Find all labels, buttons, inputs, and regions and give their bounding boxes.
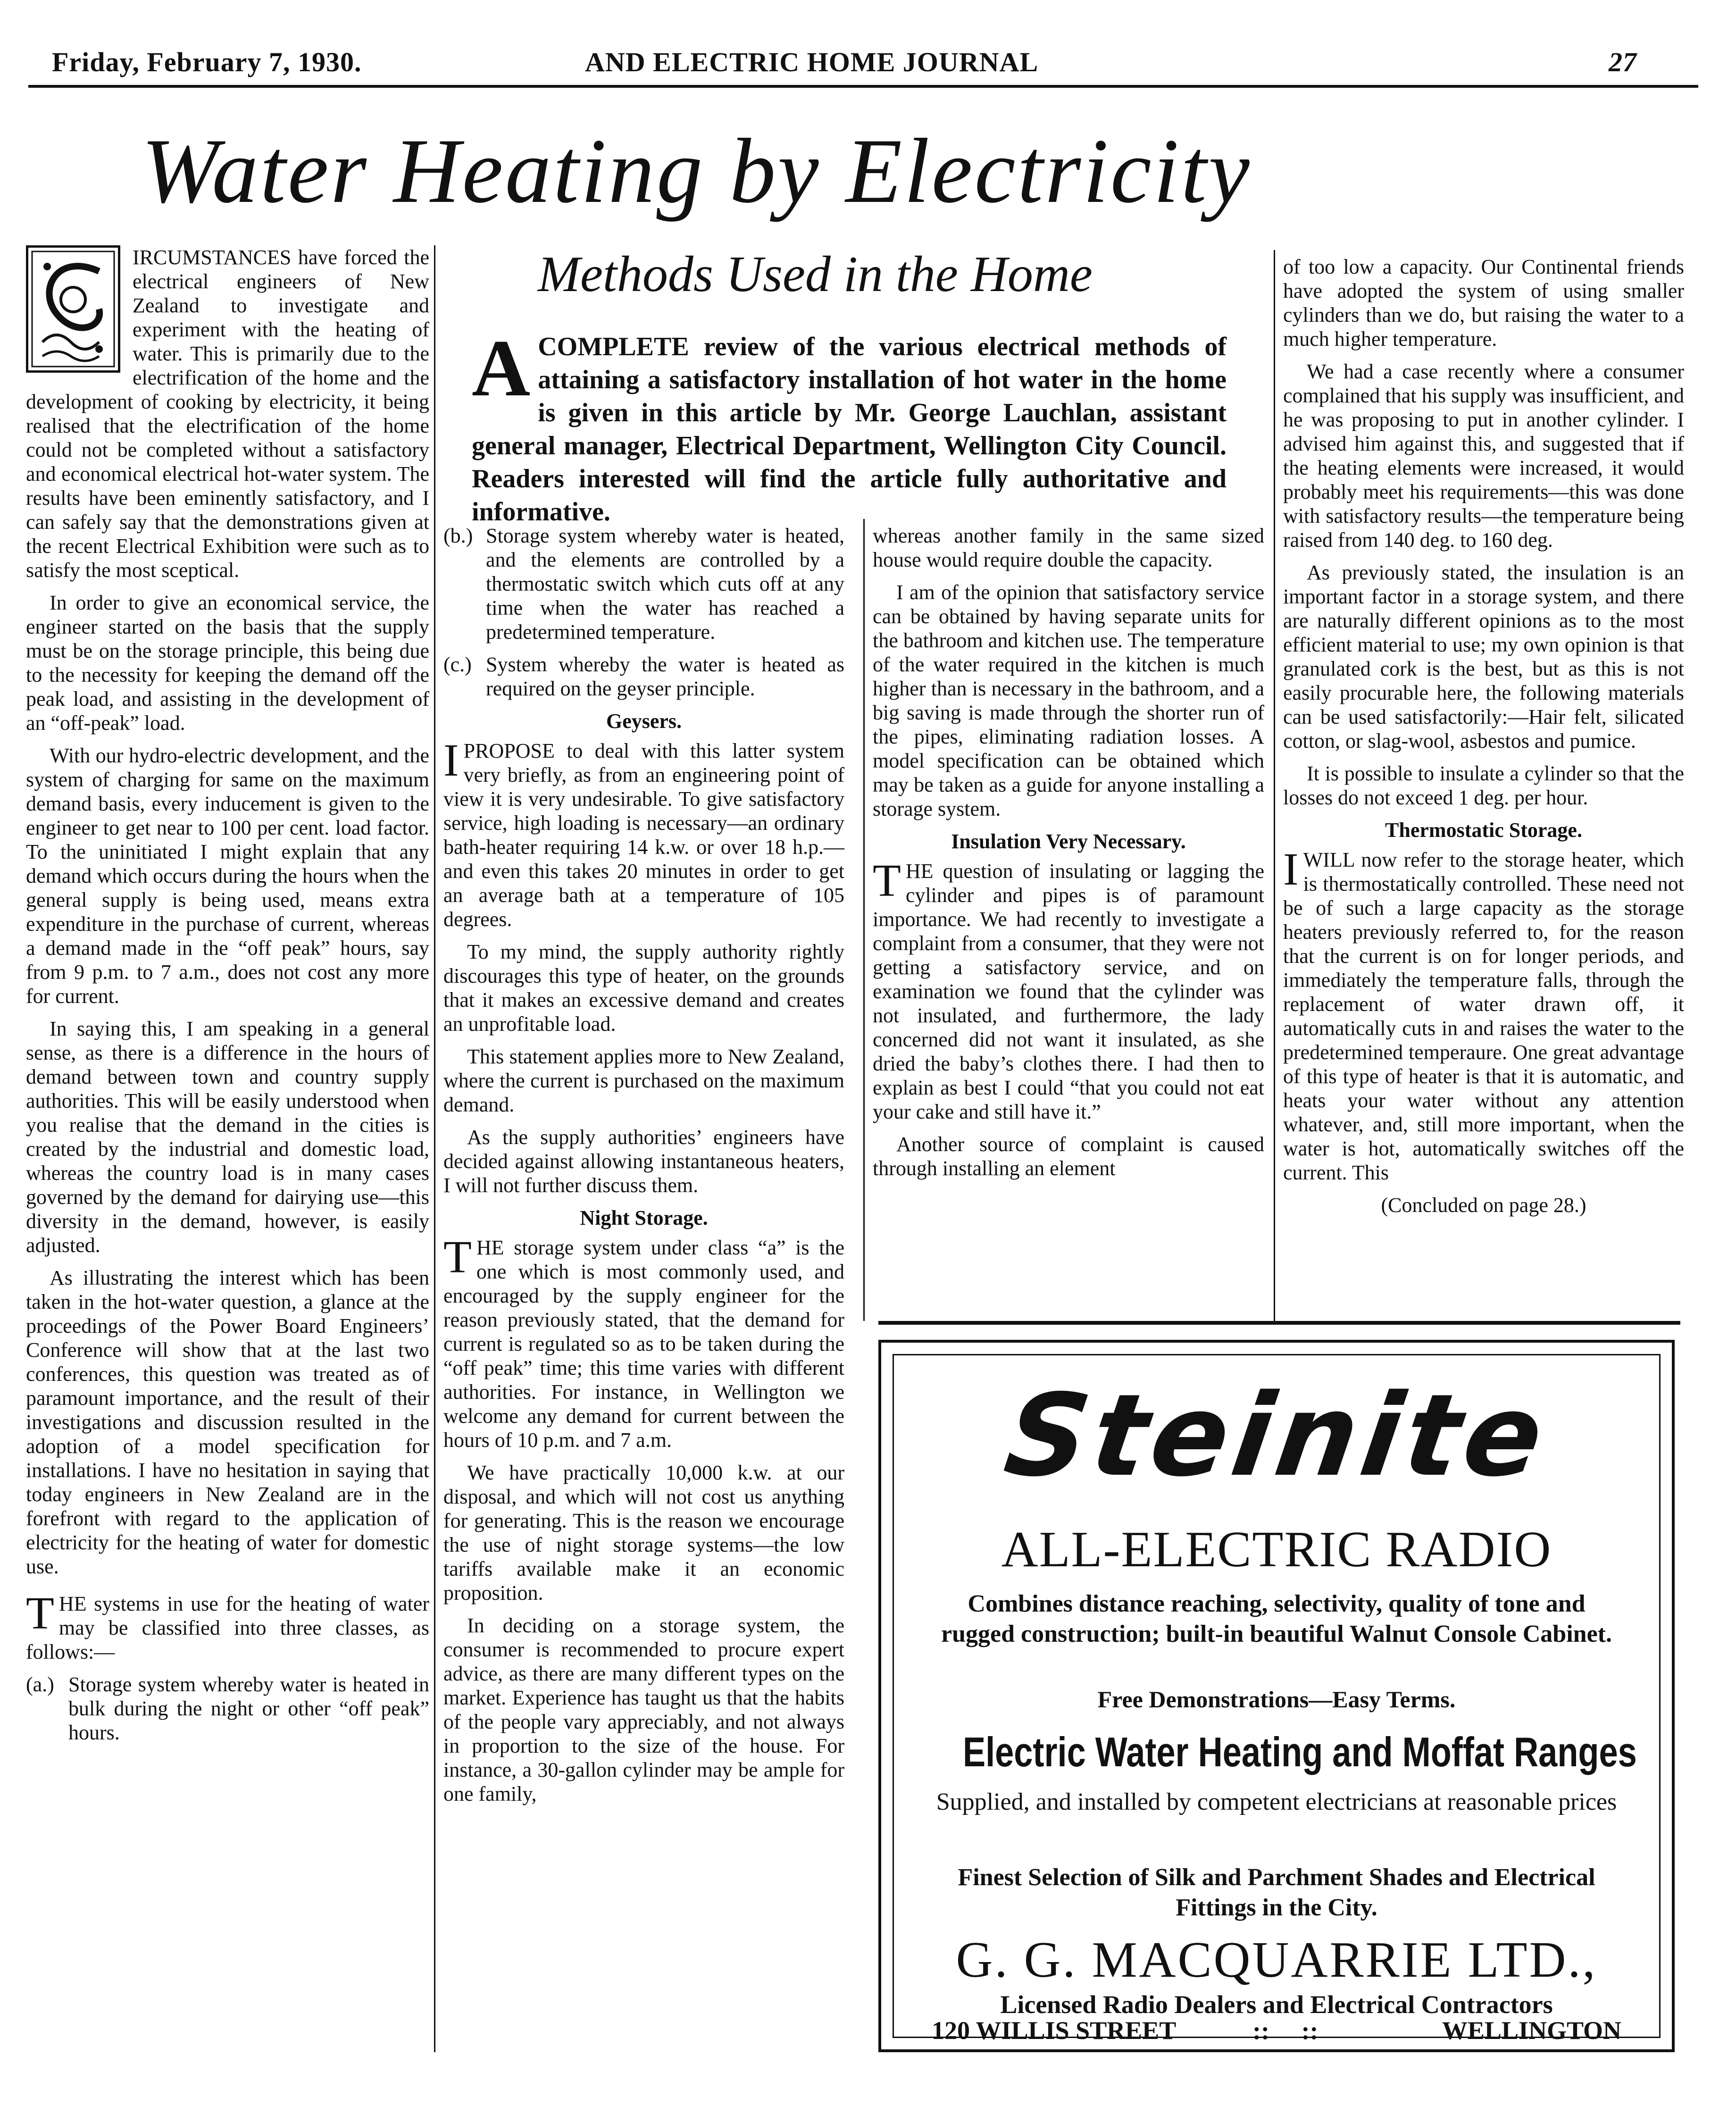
list-label: (b.) (443, 524, 473, 547)
ad-headline-water-heating: Electric Water Heating and Moffat Ranges (962, 1729, 1637, 1775)
list-item (26, 1672, 429, 1745)
paragraph: As the supply authorities’ engineers have decided against allowing instantaneous heaters, I will not further discuss them. (443, 1126, 844, 1197)
paragraph: As previously stated, the insulation is an important factor in a storage system, and there are naturally different opinions as to the most efficient material to use; my own opinion is that granulated cork is the best, but as this is not easily procurable here, the following materials can be used satisfactorily:—Hair felt, silicated cotton, or slag-wool, asbestos and pumice. (1283, 561, 1684, 752)
paragraph-text: HE question of insulating or lagging the cylinder and pipes is of paramount importance. We had recently to investigate a complaint from a consumer, that they were not getting a satisfactory service, and on examination we found that the cylinder was not insulated, and furthermore, the lady concerned did not want it insulated, as she dried the baby’s clothes there. I had then to explain as best I could “that you could not eat your cake and still have it.” (873, 860, 1264, 1123)
paragraph: We have practically 10,000 k.w. at our disposal, and which will not cost us anything for generating. This is the reason we encourage the use of night storage systems—the low tariffs available make it an economic proposition. (443, 1461, 844, 1604)
paragraph-text: WILL now refer to the storage heater, which is thermostatically controlled. These need not be of such a large capacity as the storage heaters previously referred to, for the reason that the current is on for longer periods, and immediately the temperature falls, through the replacement of water drawn off, it automatically cuts in and raises the water to the predetermined temperaure. One great advantage of this type of heater is that it is automatic, and heats your water without any attention whatever, and, still more important, when the water is hot, automatically switches off the current. This (1283, 848, 1684, 1184)
article-column-1 (26, 245, 429, 1753)
paragraph (443, 1232, 844, 1452)
list-text: Storage system whereby water is heated, and the elements are controlled by a thermostatic switch which cuts off at any time when the water has reached a predetermined temperature. (486, 524, 844, 643)
section-heading: Insulation Very Necessary. (951, 830, 1186, 853)
list-label: (a.) (26, 1673, 54, 1696)
ad-inner-border (893, 1354, 1661, 2045)
paragraph: This statement applies more to New Zealand, where the current is purchased on the maximum demand. (443, 1045, 844, 1116)
paragraph: To my mind, the supply authority rightly discourages this type of heater, on the grounds that it makes an excessive demand and creates an unprofitable load. (443, 940, 844, 1036)
dropcap: T (443, 1232, 472, 1283)
paragraph-text: HE storage system under class “a” is the one which is most commonly used, and encouraged by the supply engineer for the reason previously stated, that the demand for current is regulated so as to be taken during the “off peak” time; this time varies with different authorities. For instance, in Wellington we welcome any demand for current between the hours of 10 p.m. and 7 a.m. (443, 1236, 844, 1452)
column-rule (434, 245, 435, 2052)
paragraph: As illustrating the interest which has been taken in the hot-water question, a glance at the proceedings of the Power Board Engineers’ Conference will show that at the last two conferences, this question was treated as of paramount importance, and the result of their investigations and discussion resulted in the adoption of a model specification for installations. I have no hesitation in saying that today engineers in New Zealand are in the forefront with regard to the application of electricity for the heating of water for domestic use. (26, 1266, 429, 1578)
paragraph-text: HE systems in use for the heating of water may be classified into three classes, as follows:— (26, 1592, 429, 1663)
ornamental-initial-icon (26, 245, 120, 373)
list-item (443, 524, 844, 644)
paragraph-text: IRCUMSTANCES have forced the electrical engineers of New Zealand to investigate and experiment with the heating of water. This is primarily due to the electrification of the home and the development of cooking by electricity, it being realised that the electrification of the home could not be completed without a satisfactory and economical electrical hot-water system. The results have been eminently satisfactory, and I can safely say that the demonstrations given at the recent Electrical Exhibition were such as to satisfy the most sceptical. (26, 246, 429, 582)
advertisement (878, 1340, 1675, 2052)
ad-tagline: Licensed Radio Dealers and Electrical Contractors (1000, 1990, 1553, 2019)
ad-separator: :: :: (1252, 2016, 1319, 2045)
section-heading: Thermostatic Storage. (1385, 819, 1582, 842)
article-intro (472, 324, 1227, 528)
column-rule (863, 519, 865, 1321)
header-date: Friday, February 7, 1930. (52, 47, 362, 77)
dropcap: I (443, 735, 459, 786)
paragraph (26, 1588, 429, 1664)
column-rule (1274, 250, 1275, 1321)
header-journal-name: AND ELECTRIC HOME JOURNAL (585, 47, 1039, 77)
dropcap: T (873, 855, 901, 906)
article-column-4 (1283, 255, 1684, 1226)
article-title: Water Heating by Electricity (142, 120, 1252, 222)
list-label: (c.) (443, 653, 472, 676)
paragraph: In order to give an economical service, the engineer started on the basis that the supply must be on the storage principle, this being due to the necessity for keeping the demand off the peak load, and assisting in the development of an “off-peak” load. (26, 591, 429, 735)
paragraph: of too low a capacity. Our Continental friends have adopted the system of using smaller cylinders than we do, but raising the water to a much higher temperature. (1283, 255, 1684, 351)
ad-address: 120 WILLIS STREET (932, 2016, 1177, 2045)
article-column-2 (443, 524, 844, 1814)
ad-features: Combines distance reaching, selectivity, quality of tone and rugged construction; built-in beautiful Walnut Console Cabinet. (941, 1590, 1612, 1647)
paragraph (443, 735, 844, 931)
article-column-3 (873, 524, 1264, 1189)
paragraph: I am of the opinion that satisfactory service can be obtained by having separate units for the bathroom and kitchen use. The temperature of the water required in the kitchen is much higher than is necessary in the bathroom, and a big saving is made through the shorter run of the pipes, eliminating radiation losses. A model specification can be obtained which may be taken as a guide for anyone installing a storage system. (873, 581, 1264, 820)
ad-brand-logo: Steinite (997, 1370, 1556, 1502)
dropcap: T (26, 1588, 54, 1639)
ad-offer: Free Demonstrations—Easy Terms. (1097, 1686, 1456, 1713)
ad-shades: Finest Selection of Silk and Parchment Shades and Electrical Fittings in the City. (958, 1864, 1595, 1921)
paragraph: It is possible to insulate a cylinder so that the losses do not exceed 1 deg. per hour. (1283, 762, 1684, 809)
ad-company: G. G. MACQUARRIE LTD., (956, 1932, 1597, 1988)
section-heading: Geysers. (606, 710, 682, 733)
list-text: System whereby the water is heated as required on the geyser principle. (486, 653, 844, 700)
ad-supplied: Supplied, and installed by competent electricians at reasonable prices (936, 1788, 1617, 1815)
paragraph (873, 855, 1264, 1124)
paragraph: With our hydro-electric development, and the system of charging for same on the maximum demand basis, every inducement is given to the engineer to get near to 100 per cent. load factor. To the uninitiated I might explain that any demand which occurs during the hours when the general supply is being used, means extra expenditure in the purchase of current, whereas a demand made in the “off peak” hours, say from 9 p.m. to 7 a.m., does not cost any more for current. (26, 744, 429, 1008)
dropcap: I (1283, 844, 1299, 895)
list-item (443, 652, 844, 701)
intro-dropcap: A (472, 324, 531, 413)
paragraph: In deciding on a storage system, the consumer is recommended to procure expert advice, as there are many different types on the market. Experience has taught us that the habits of the people vary appreciably, and not always in proportion to the size of the house. For instance, a 30-gallon cylinder may be ample for one family, (443, 1614, 844, 1805)
paragraph (1283, 844, 1684, 1185)
ad-top-rule (878, 1321, 1680, 1325)
paragraph: We had a case recently where a consumer complained that his supply was insufficient, and he was proposing to put in another cylinder. I advised him against this, and suggested that if the heating elements were increased, it would probably meet his requirements—this was done with satisfactory results—the temperature being raised from 140 deg. to 160 deg. (1283, 360, 1684, 551)
ad-product: ALL-ELECTRIC RADIO (1001, 1521, 1552, 1578)
paragraph (26, 245, 429, 582)
continued-note: (Concluded on page 28.) (1381, 1194, 1586, 1217)
list-text: Storage system whereby water is heated in bulk during the night or other “off peak” hours. (68, 1673, 429, 1744)
section-heading: Night Storage. (580, 1206, 708, 1229)
paragraph: whereas another family in the same sized house would require double the capacity. (873, 524, 1264, 571)
paragraph: In saying this, I am speaking in a general sense, as there is a difference in the hours of demand between town and country supply authorities. This will be easily understood when you realise that the demand in the cities is created by the industrial and domestic load, whereas the country load is in many cases governed by the demand for dairying use—this diversity in the demand, however, is easily adjusted. (26, 1017, 429, 1257)
paragraph-text: PROPOSE to deal with this latter system very briefly, as from an engineering point of view it is very undesirable. To give satisfactory service, high loading is necessary—an ordinary bath-heater requiring 14 k.w. or over 18 h.p.—and even this takes 20 minutes in order to get an average bath at a temperature of 105 degrees. (443, 739, 844, 931)
header-rule (28, 85, 1698, 88)
page-number: 27 (1609, 47, 1637, 77)
article-subtitle: Methods Used in the Home (538, 246, 1093, 302)
paragraph: Another source of complaint is caused through installing an element (873, 1133, 1264, 1180)
ad-city: WELLINGTON (1442, 2016, 1621, 2045)
intro-text: COMPLETE review of the various electrical methods of attaining a satisfactory installation of hot water in the home is given in this article by Mr. George Lauchlan, assistant general manager, Electrical Department, Wellington City Council. Readers interested will find the article fully authoritative and informative. (472, 332, 1227, 526)
